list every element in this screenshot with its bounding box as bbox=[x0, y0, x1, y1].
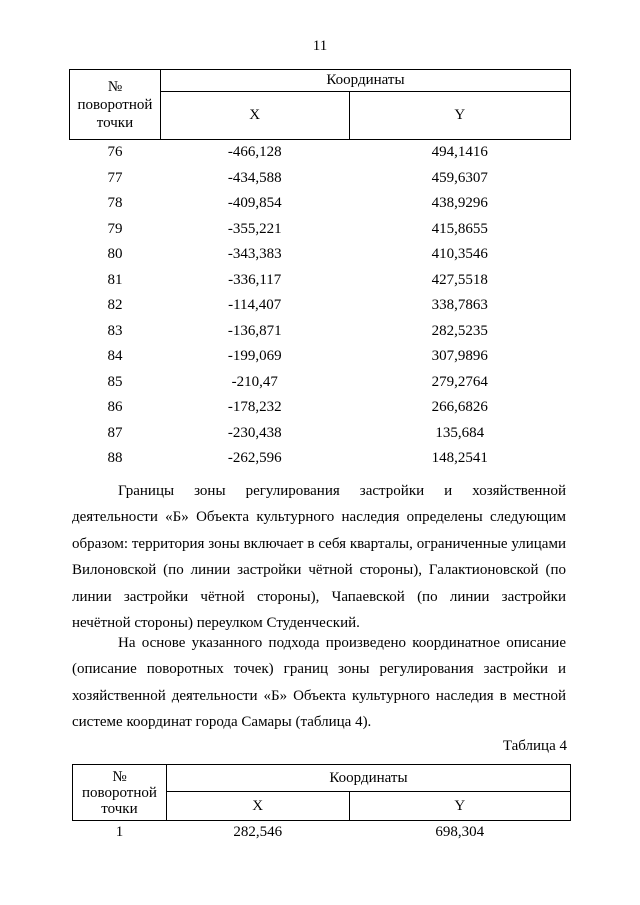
point-number-cell: 78 bbox=[107, 195, 123, 211]
y-header: Y bbox=[349, 92, 571, 140]
point-number-cell: 80 bbox=[107, 246, 123, 262]
point-number-header-line2: поворотной bbox=[82, 784, 157, 801]
point-number-cell: 77 bbox=[107, 169, 123, 186]
y-coordinate-cell: 148,2541 bbox=[431, 450, 488, 466]
point-number-header-line1: № bbox=[107, 78, 123, 95]
x-coordinate-cell: -114,407 bbox=[228, 297, 282, 313]
y-coordinate-cell: 459,6307 bbox=[431, 169, 488, 186]
point-number-header bbox=[70, 70, 161, 140]
point-number-cell: 1 bbox=[115, 824, 124, 840]
table-row bbox=[70, 293, 571, 319]
table-row bbox=[70, 140, 571, 166]
table-row bbox=[73, 821, 571, 844]
x-coordinate-cell: -136,871 bbox=[227, 322, 282, 339]
paragraph-zone-boundaries: Границы зоны регулирования застройки и хозяйственной деятельности «Б» Объекта культурного наследия определены следующим образом: территория зоны включает в себя кварталы, ограниченные улицами Вилоновской (по линии застройки чётной стороны), Галактионовской (по линии застройки чётной стороны), Чапаевской (по линии застройки нечётной стороны) переулком Студенческий. bbox=[72, 483, 566, 632]
point-number-header-line2: поворотной bbox=[77, 96, 153, 113]
x-coordinate-cell: -409,854 bbox=[227, 195, 282, 211]
y-coordinate-cell: 698,304 bbox=[435, 824, 485, 840]
y-coordinate-cell: 410,3546 bbox=[431, 246, 488, 262]
x-coordinate-cell: -230,438 bbox=[227, 424, 282, 441]
point-number-cell: 82 bbox=[107, 297, 123, 313]
table-row bbox=[70, 268, 571, 294]
point-number-cell: 81 bbox=[107, 271, 123, 288]
page-number: 11 bbox=[312, 38, 328, 54]
y-coordinate-cell: 266,6826 bbox=[431, 399, 488, 415]
y-coordinate-cell: 279,2764 bbox=[431, 373, 488, 390]
y-coordinate-cell: 307,9896 bbox=[431, 348, 488, 364]
y-coordinate-cell: 438,9296 bbox=[431, 195, 488, 211]
y-coordinate-cell: 135,684 bbox=[435, 424, 485, 441]
y-coordinate-cell: 282,5235 bbox=[431, 322, 488, 339]
point-number-header-line1: № bbox=[112, 768, 127, 785]
x-coordinate-cell: -210,47 bbox=[231, 373, 278, 390]
x-header: X bbox=[160, 92, 349, 140]
table1-body bbox=[70, 140, 571, 472]
y-coordinate-cell: 494,1416 bbox=[431, 144, 488, 160]
table-row bbox=[70, 370, 571, 396]
point-number-header-line3: точки bbox=[96, 114, 134, 131]
table-row bbox=[70, 319, 571, 345]
x-header: X bbox=[166, 792, 349, 821]
table-row bbox=[70, 217, 571, 243]
x-coordinate-cell: 282,546 bbox=[233, 824, 283, 840]
x-coordinate-cell: -434,588 bbox=[227, 169, 282, 186]
x-coordinate-cell: -336,117 bbox=[228, 271, 282, 288]
point-number-cell: 83 bbox=[107, 322, 123, 339]
point-number-header bbox=[73, 765, 167, 821]
table2-body bbox=[73, 821, 571, 844]
table-row bbox=[70, 242, 571, 268]
y-coordinate-cell: 338,7863 bbox=[431, 297, 488, 313]
point-number-cell: 86 bbox=[107, 399, 123, 415]
coordinates-header: Координаты bbox=[166, 765, 570, 792]
table-row bbox=[70, 191, 571, 217]
point-number-cell: 84 bbox=[107, 348, 123, 364]
paragraph-coordinate-description: На основе указанного подхода произведено координатное описание (описание поворотных точек) границ зоны регулирования застройки и хозяйственной деятельности «Б» Объекта культурного наследия в местной системе координат города Самары (таблица 4). bbox=[72, 635, 566, 731]
coordinates-table-4 bbox=[72, 764, 571, 843]
table-row bbox=[70, 421, 571, 447]
table-caption: Таблица 4 bbox=[502, 738, 567, 754]
table-row bbox=[70, 395, 571, 421]
x-coordinate-cell: -343,383 bbox=[227, 246, 282, 262]
table-row bbox=[70, 344, 571, 370]
y-coordinate-cell: 427,5518 bbox=[431, 271, 488, 288]
point-number-header-line3: точки bbox=[101, 800, 138, 817]
point-number-cell: 88 bbox=[107, 450, 123, 466]
point-number-cell: 76 bbox=[107, 144, 123, 160]
point-number-cell: 87 bbox=[107, 424, 123, 441]
x-coordinate-cell: -199,069 bbox=[227, 348, 282, 364]
coordinates-table-continued bbox=[69, 69, 571, 472]
table-row bbox=[70, 446, 571, 472]
x-coordinate-cell: -355,221 bbox=[227, 220, 282, 237]
x-coordinate-cell: -262,596 bbox=[227, 450, 282, 466]
point-number-cell: 79 bbox=[107, 220, 123, 237]
table-row bbox=[70, 166, 571, 192]
x-coordinate-cell: -466,128 bbox=[227, 144, 282, 160]
y-coordinate-cell: 415,8655 bbox=[431, 220, 488, 237]
y-header: Y bbox=[349, 792, 570, 821]
point-number-cell: 85 bbox=[107, 373, 123, 390]
coordinates-header: Координаты bbox=[160, 70, 570, 92]
x-coordinate-cell: -178,232 bbox=[227, 399, 282, 415]
